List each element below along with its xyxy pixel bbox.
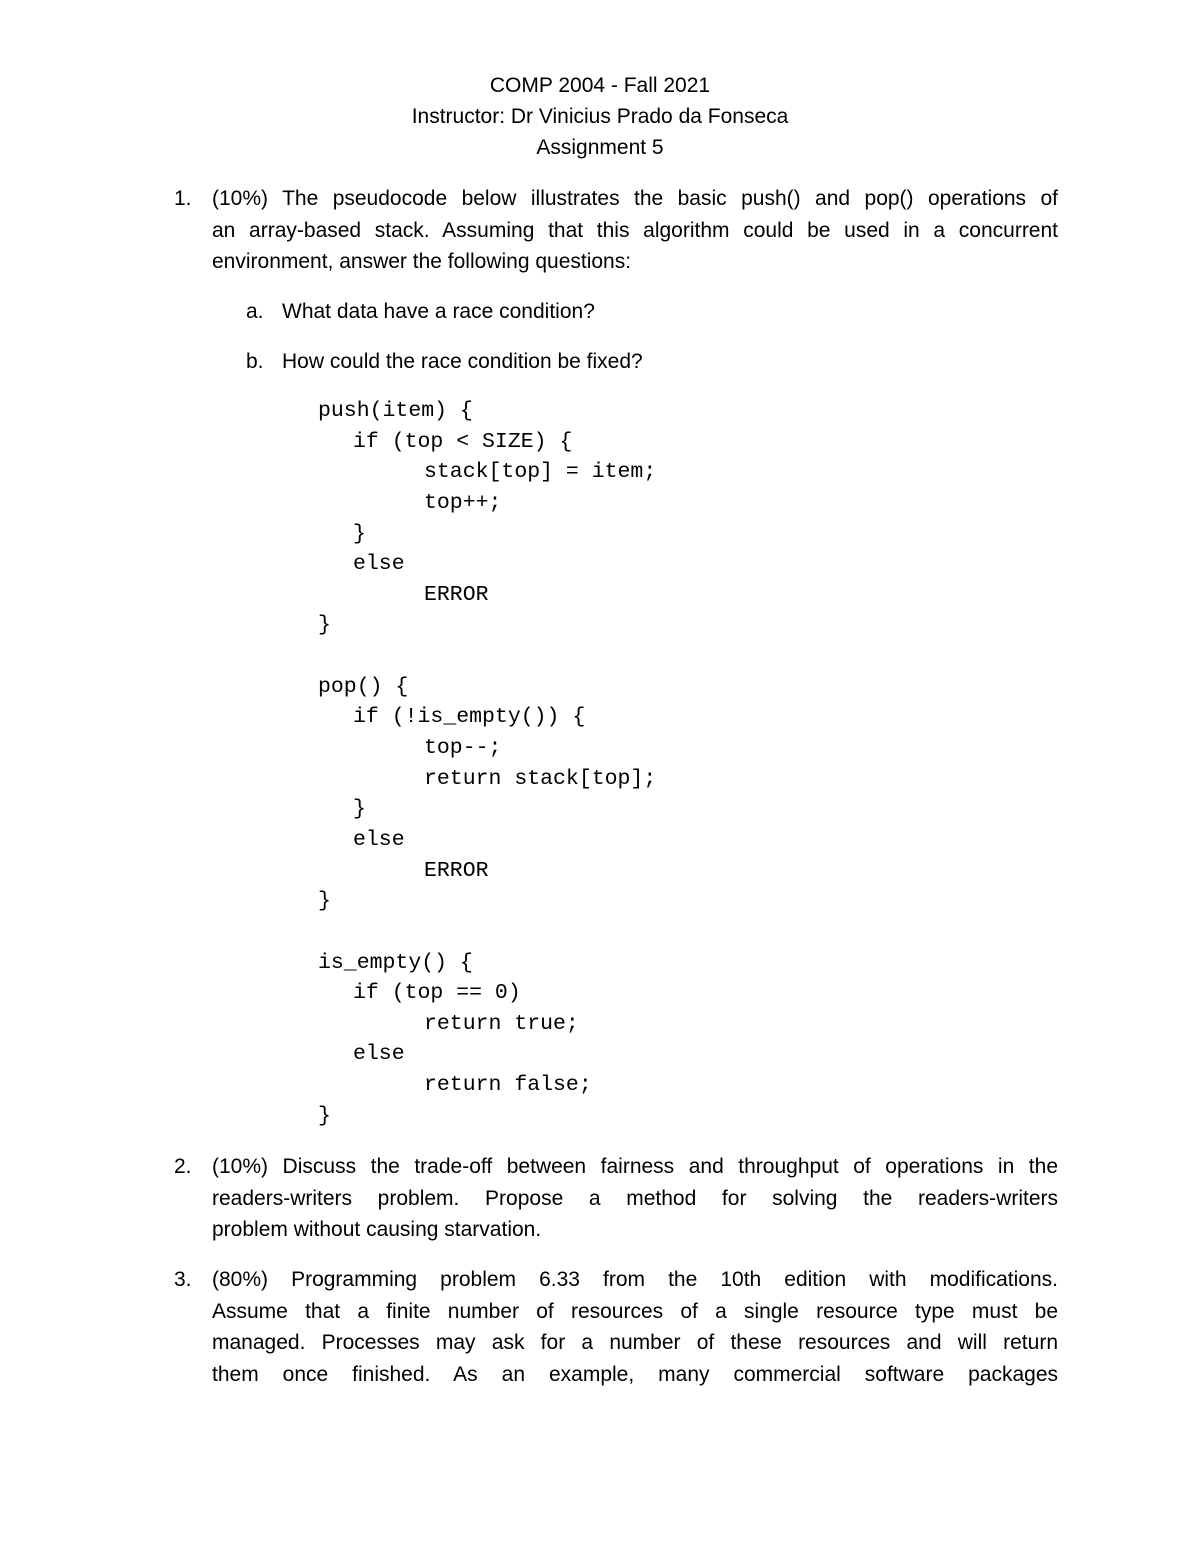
document-header	[0, 70, 1200, 163]
question-1-number: 1.	[174, 187, 192, 210]
code-line	[318, 641, 656, 672]
question-2-line: readers-writers problem. Propose a method for solving the readers-writers	[212, 1186, 1058, 1210]
code-line: pop() {	[318, 674, 409, 699]
code-line: top--;	[424, 736, 502, 761]
subquestion-a-label: a.	[246, 300, 264, 323]
assignment-title: Assignment 5	[536, 136, 664, 159]
code-line: else	[353, 552, 405, 577]
code-line: }	[353, 797, 366, 822]
code-line: else	[353, 1042, 405, 1067]
question-3-text	[212, 1264, 1058, 1390]
code-line: if (top < SIZE) {	[353, 429, 573, 454]
question-3-line: (80%) Programming problem 6.33 from the 10th edition with modifications.	[212, 1268, 1058, 1291]
code-line: if (!is_empty()) {	[353, 705, 586, 730]
question-2-line: problem without causing starvation.	[212, 1218, 542, 1241]
question-3-line: managed. Processes may ask for a number of these resources and will return	[212, 1331, 1058, 1354]
question-1-line: environment, answer the following questions:	[212, 250, 632, 273]
code-line	[318, 917, 656, 948]
code-line: }	[318, 613, 331, 638]
code-line: else	[353, 827, 405, 852]
question-2-number: 2.	[174, 1155, 192, 1178]
code-line: ERROR	[424, 858, 489, 883]
code-line: stack[top] = item;	[424, 460, 657, 485]
pseudocode-block	[318, 396, 656, 1131]
code-line: }	[353, 521, 366, 546]
code-line: push(item) {	[318, 399, 473, 423]
question-3-line: Assume that a finite number of resources of a single resource type must be	[212, 1299, 1058, 1323]
question-2-line: (10%) Discuss the trade-off between fairness and throughput of operations in the	[212, 1155, 1058, 1178]
subquestion-b-text: How could the race condition be fixed?	[282, 350, 643, 373]
course-title: COMP 2004 - Fall 2021	[489, 74, 711, 97]
code-line: return false;	[424, 1073, 592, 1098]
code-line: top++;	[424, 490, 502, 515]
code-line: if (top == 0)	[353, 981, 521, 1006]
question-1-line: an array-based stack. Assuming that this algorithm could be used in a concurrent	[212, 218, 1058, 242]
instructor-line: Instructor: Dr Vinicius Prado da Fonseca	[411, 105, 789, 128]
subquestion-a-text: What data have a race condition?	[282, 300, 595, 323]
question-3-number: 3.	[174, 1268, 192, 1291]
code-line: is_empty() {	[318, 950, 473, 975]
question-1-line: (10%) The pseudocode below illustrates the basic push() and pop() operations of	[212, 187, 1058, 210]
code-line: return stack[top];	[424, 766, 657, 791]
question-1-text	[212, 183, 1058, 278]
subquestion-b-label: b.	[246, 350, 264, 373]
code-line: }	[318, 1103, 331, 1128]
question-2-text	[212, 1151, 1058, 1246]
code-line: ERROR	[424, 582, 489, 607]
code-line: return true;	[424, 1011, 579, 1036]
code-line: }	[318, 889, 331, 914]
question-3-line: them once finished. As an example, many commercial software packages	[212, 1362, 1058, 1386]
